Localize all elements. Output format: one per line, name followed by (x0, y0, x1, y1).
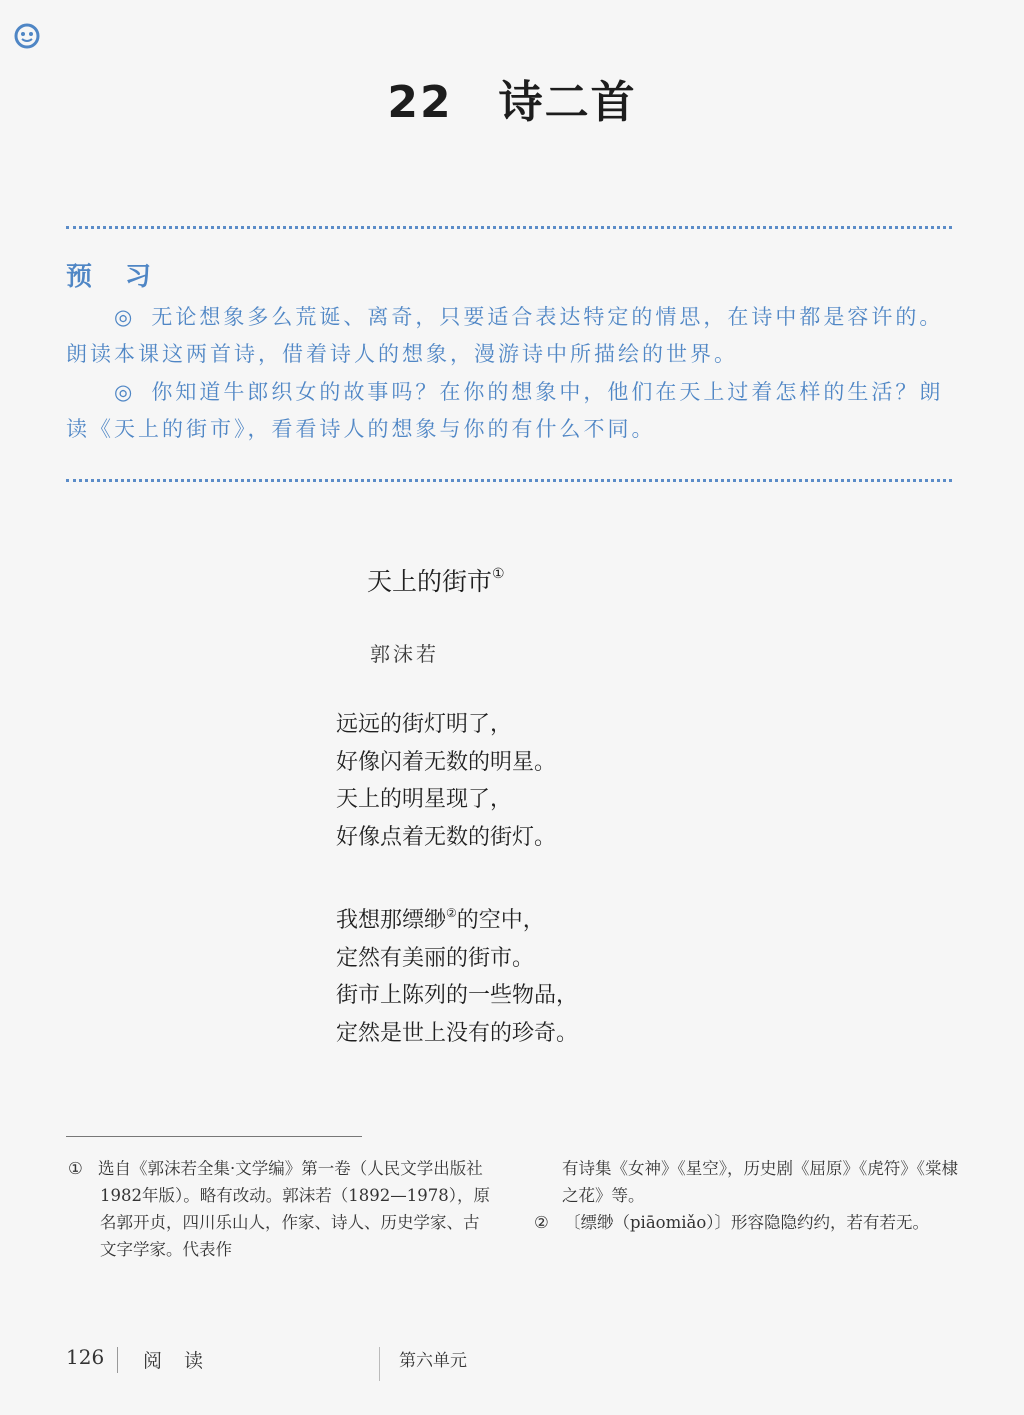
footnote-2: ② 〔缥缈（piāomiǎo）〕形容隐隐约约，若有若无。 (566, 1209, 958, 1236)
footnote-ref-2: ② (446, 906, 457, 920)
poem-line: 我想那缥缈②的空中， (336, 906, 545, 933)
poem-line: 好像点着无数的街灯。 (336, 824, 557, 850)
preview-bottom-divider (66, 479, 952, 482)
lesson-title (0, 66, 1024, 130)
preview-heading: 预 习 (66, 262, 164, 292)
poem-author: 郭沫若 (370, 642, 439, 666)
preview-paragraph-2: ◎ 你知道牛郎织女的故事吗？在你的想象中，他们在天上过着怎样的生活？朗读《天上的街市》，看看诗人的想象与你的有什么不同。 (66, 380, 944, 441)
smiley-icon (13, 22, 41, 50)
unit-label: 第六单元 (399, 1351, 467, 1371)
lesson-title-text: 诗二首 (498, 77, 637, 128)
lesson-number: 22 (387, 77, 453, 128)
poem-line: 天上的明星现了， (336, 787, 513, 812)
footer-divider (117, 1347, 118, 1373)
unit-divider (379, 1347, 380, 1381)
poem-line: 街市上陈列的一些物品， (336, 983, 579, 1008)
bullet-icon: ◎ (114, 380, 136, 404)
footnote-mark: ① (68, 1159, 83, 1178)
poem-line: 远远的街灯明了， (336, 712, 513, 737)
footnote-1-continued: 有诗集《女神》《星空》，历史剧《屈原》《虎符》《棠棣之花》等。 (562, 1159, 958, 1205)
poem-stanza-2 (336, 895, 578, 1052)
poem-line: 好像闪着无数的明星。 (336, 749, 557, 775)
section-label: 阅 读 (143, 1350, 212, 1372)
poem-line: 定然是世上没有的珍奇。 (336, 1020, 579, 1046)
footnote-1: ① 选自《郭沫若全集·文学编》第一卷（人民文学出版社1982年版）。略有改动。郭沫若（1892—1978），原名郭开贞，四川乐山人，作家、诗人、历史学家、古文字学家。代表作 (100, 1155, 492, 1263)
page-number: 126 (66, 1345, 105, 1369)
footnote-rule (66, 1136, 362, 1137)
poem-stanza-1 (336, 706, 556, 856)
footnote-mark: ② (534, 1213, 549, 1232)
footnote-ref-1: ① (492, 566, 505, 582)
bullet-icon: ◎ (114, 305, 136, 329)
poem-title: 天上的街市① (367, 566, 505, 596)
preview-paragraph-1: ◎ 无论想象多么荒诞、离奇，只要适合表达特定的情思，在诗中都是容许的。朗读本课这两首诗，借着诗人的想象，漫游诗中所描绘的世界。 (66, 305, 944, 366)
poem-line: 定然有美丽的街市。 (336, 945, 535, 971)
preview-top-divider (66, 226, 952, 229)
